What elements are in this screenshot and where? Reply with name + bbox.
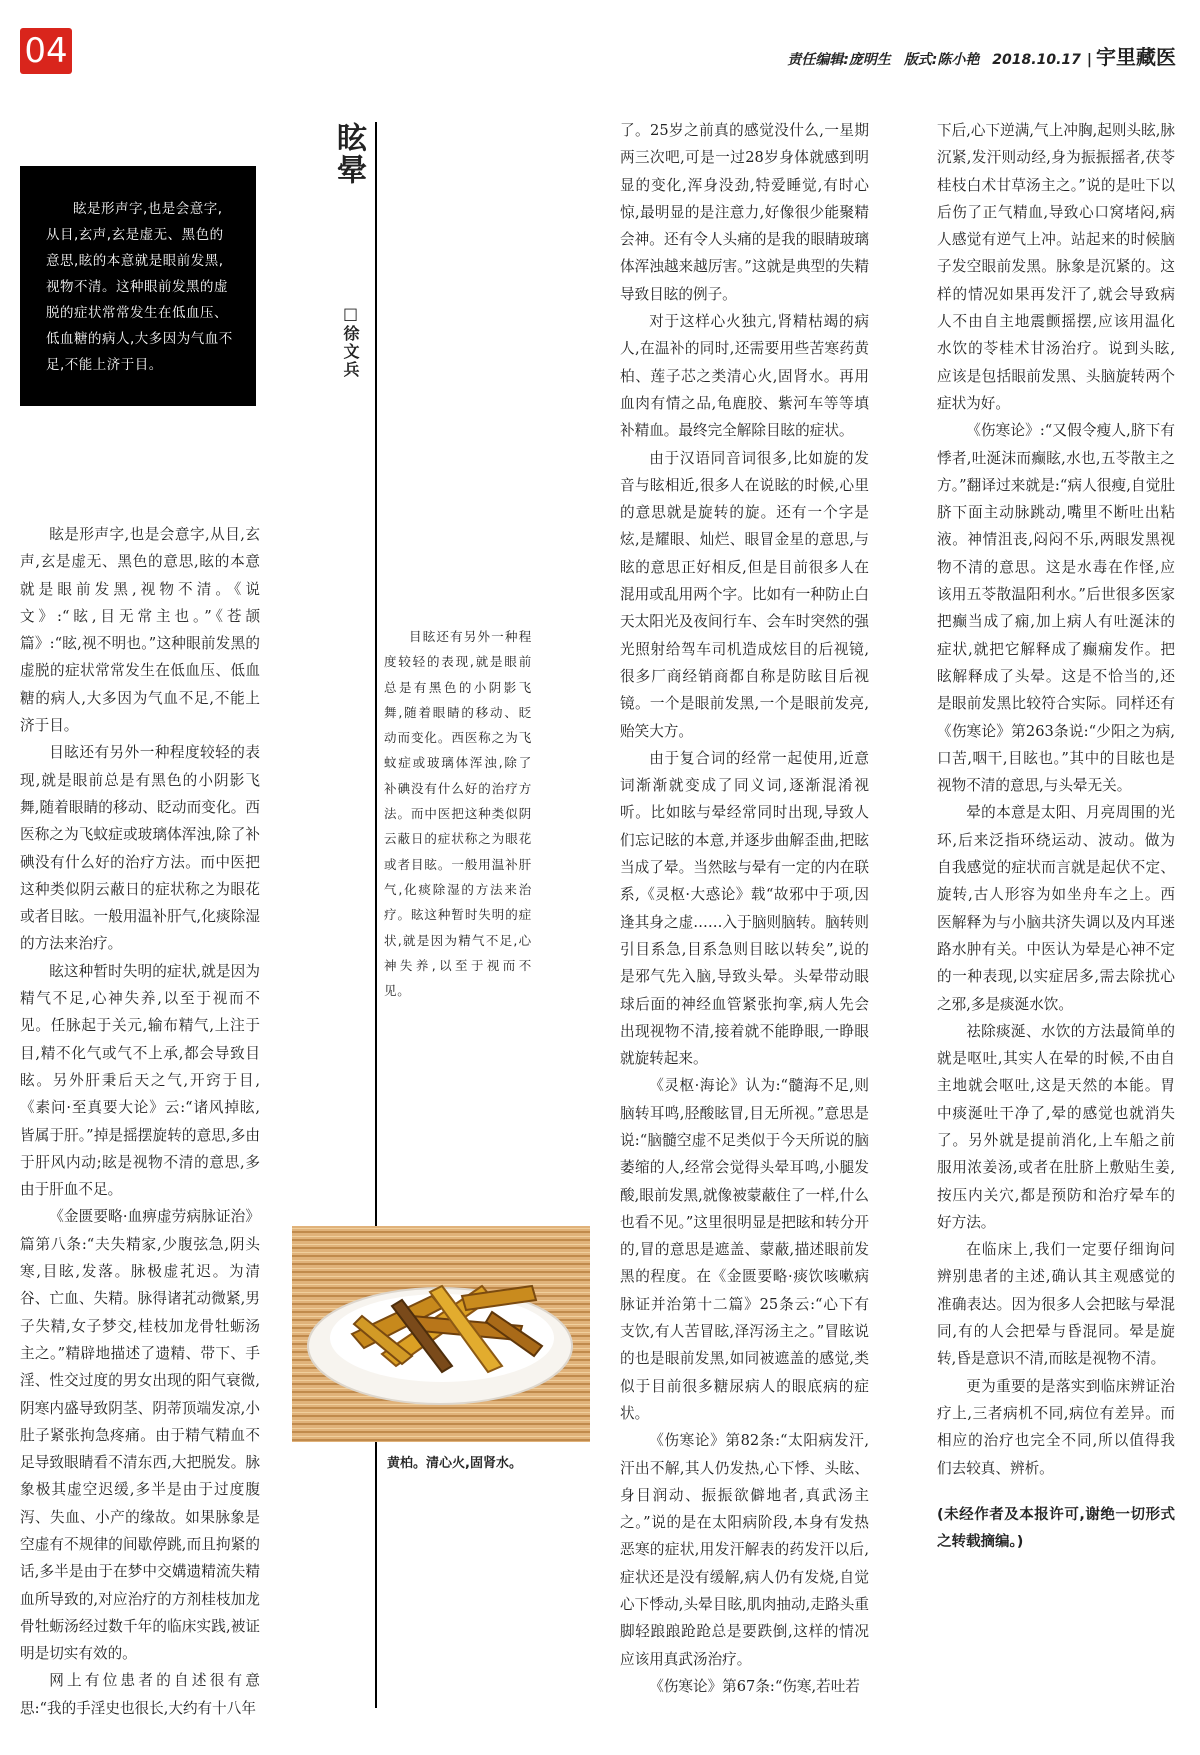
body-paragraph: 对于这样心火独亢,肾精枯竭的病人,在温补的同时,还需要用些苦寒药黄柏、莲子芯之类清心火,固肾水。再用血肉有情之品,龟鹿胶、紫河车等等填补精血。最终完全解除目眩的症状。 [620,313,869,440]
body-paragraph: 《灵枢·海论》认为:“髓海不足,则脑转耳鸣,胫酸眩冒,目无所视。”意思是说:“脑髓空虚不足类似于今天所说的脑萎缩的人,经常会觉得头晕耳鸣,小腿发酸,眼前发黑,就像被蒙蔽住了一样,什么也看不见。”这里很明显是把眩和转分开的,冒的意思是遮盖、蒙蔽,描述眼前发黑的程度。在《金匮要略·痰饮咳嗽病脉证并治第十二篇》25条云:“心下有支饮,有人苦冒眩,泽泻汤主之。”冒眩说的也是眼前发黑,如同被遮盖的感觉,类似于目前很多糖尿病人的眼底病的症状。 [620,1077,869,1422]
body-paragraph: 目眩还有另外一种程度较轻的表现,就是眼前总是有黑色的小阴影飞舞,随着眼睛的移动、眨动而变化。西医称之为飞蚊症或玻璃体浑浊,除了补碘没有什么好的治疗方法。而中医把这种类似阴云蔽日的症状称之为眼花或者目眩。一般用温补肝气,化痰除湿的方法来治疗。 [20,744,260,953]
body-paragraph: 《金匮要略·血痹虚劳病脉证治》篇第八条:“夫失精家,少腹弦急,阴头寒,目眩,发落。脉极虚芤迟。为清谷、亡血、失精。脉得诸芤动微紧,男子失精,女子梦交,桂枝加龙骨牡蛎汤主之。”精辟地描述了遗精、带下、手淫、性交过度的男女出现的阳气衰微,阴寒内盛导致阴茎、阴蒂顶端发凉,小肚子紧张拘急疼痛。由于精气精血不足导致眼睛看不清东西,大把脱发。脉象极其虚空迟缓,多半是由于过度腹泻、失血、小产的缘故。如果脉象是空虚有不规律的间歇停跳,而且拘紧的话,多半是由于在梦中交媾遗精流失精血所导致的,对应治疗的方剂桂枝加龙骨牡蛎汤经过数千年的临床实践,被证明是切实有效的。 [20,1208,260,1663]
summary-box [20,166,256,406]
body-paragraph: 由于复合词的经常一起使用,近意词渐渐就变成了同义词,逐渐混淆视听。比如眩与晕经常同时出现,导致人们忘记眩的本意,并逐步曲解歪曲,把眩当成了晕。当然眩与晕有一定的内在联系,《灵枢·大惑论》载“故邪中于项,因逢其身之虚……入于脑则脑转。脑转则引目系急,目系急则目眩以转矣”,说的是邪气先入脑,导致头晕。头晕带动眼球后面的神经血管紧张拘挛,病人先会出现视物不清,接着就不能睁眼,一睁眼就旋转起来。 [620,749,869,1068]
editor-credit: 责任编辑:庞明生 [787,52,891,68]
issue-date: 2018.10.17 [992,52,1081,68]
body-column-2 [620,117,869,1700]
body-paragraph: 由于汉语同音词很多,比如旋的发音与眩相近,很多人在说眩的时候,心里的意思就是旋转的旋。还有一个字是炫,是耀眼、灿烂、眼冒金星的意思,与眩的意思正好相反,但是目前很多人在混用或乱用两个字。比如有一种防止白天太阳光及夜间行车、会车时突然的强光照射给驾车司机造成炫目的后视镜,很多厂商经销商都自称是防眩目后视镜。一个是眼前发黑,一个是眼前发亮,贻笑大方。 [620,449,869,740]
body-paragraph: 网上有位患者的自述很有意思:“我的手淫史也很长,大约有十八年 [20,1672,260,1717]
body-column-3 [937,117,1175,1556]
pull-quote-text: 目眩还有另外一种程度较轻的表现,就是眼前总是有黑色的小阴影飞舞,随着眼睛的移动、眨动而变化。西医称之为飞蚊症或玻璃体浑浊,除了补碘没有什么好的治疗方法。而中医把这种类似阴云蔽日的症状称之为眼花或者目眩。一般用温补肝气,化痰除湿的方法来治疗。眩这种暂时失明的症状,就是因为精气不足,心神失养,以至于视而不见。 [384,629,532,999]
page-header [787,44,1176,71]
layout-credit: 版式:陈小艳 [903,52,980,68]
header-separator: | [1086,52,1092,68]
body-paragraph: 眩是形声字,也是会意字,从目,玄声,玄是虚无、黑色的意思,眩的本意就是眼前发黑,视物不清。《说文》:“眩,目无常主也。”《苍颉篇》:“眩,视不明也。”这种眼前发黑的虚脱的症状常常发生在低血压、低血糖的病人,大多因为气血不足,不能上济于目。 [20,526,260,735]
body-column-1 [20,521,260,1722]
body-paragraph: 更为重要的是落实到临床辨证治疗上,三者病机不同,病位有差异。而相应的治疗也完全不同,所以值得我们去较真、辨析。 [937,1377,1175,1477]
body-paragraph: 《伤寒论》第82条:“太阳病发汗,汗出不解,其人仍发热,心下悸、头眩、身目润动、振振欲僻地者,真武汤主之。”说的是在太阳病阶段,本身有发热恶寒的症状,用发汗解表的药发汗以后,症状还是没有缓解,病人仍有发烧,自觉心下悸动,头晕目眩,肌肉抽动,走路头重脚轻踉踉跄跄总是要跌倒,这样的情况应该用真武汤治疗。 [620,1432,869,1668]
body-paragraph: 《伤寒论》:“又假令瘦人,脐下有悸者,吐涎沫而癫眩,水也,五苓散主之方。”翻译过来就是:“病人很瘦,自觉肚脐下面主动脉跳动,嘴里不断吐出粘液。神情沮丧,闷闷不乐,两眼发黑视物不清的意思。这是水毒在作怪,应该用五苓散温阳利水。”后世很多医家把癫当成了痫,加上病人有吐涎沫的症状,就把它解释成了癫痫发作。把眩解释成了头晕。这是不恰当的,还是眼前发黑比较符合实际。同样还有《伤寒论》第263条说:“少阳之为病,口苦,咽干,目眩也。”其中的目眩也是视物不清的意思,与头晕无关。 [937,422,1175,795]
page-number: 04 [20,28,72,74]
body-paragraph: 了。25岁之前真的感觉没什么,一星期两三次吧,可是一过28岁身体就感到明显的变化,浑身没劲,特爱睡觉,有时心惊,最明显的是注意力,好像很少能聚精会神。还有令人头痛的是我的眼睛玻璃体浑浊越来越厉害。”这就是典型的失精导致目眩的例子。 [620,122,869,303]
column-name: 宇里藏医 [1096,45,1176,69]
body-paragraph: 祛除痰涎、水饮的方法最简单的就是呕吐,其实人在晕的时候,不由自主地就会呕吐,这是天然的本能。胃中痰涎吐干净了,晕的感觉也就消失了。另外就是提前消化,上车船之前服用浓姜汤,或者在肚脐上敷贴生姜,按压内关穴,都是预防和治疗晕车的好方法。 [937,1022,1175,1231]
article-photo [292,1226,590,1442]
column-divider-rule [375,122,377,1708]
summary-text: 眩是形声字,也是会意字,从目,玄声,玄是虚无、黑色的意思,眩的本意就是眼前发黑,视物不清。这种眼前发黑的虚脱的症状常常发生在低血压、低血糖的病人,大多因为气血不足,不能上济于目。 [46,201,233,373]
photo-caption: 黄柏。清心火,固肾水。 [387,1456,522,1471]
body-paragraph: 眩这种暂时失明的症状,就是因为精气不足,心神失养,以至于视而不见。任脉起于关元,输布精气,上注于目,精不化气或气不上承,都会导致目眩。另外肝秉后天之气,开窍于目,《素问·至真要大论》云:“诸风掉眩,皆属于肝。”掉是摇摆旋转的意思,多由于肝风内动;眩是视物不清的意思,多由于肝血不足。 [20,962,260,1199]
body-paragraph: 下后,心下逆满,气上冲胸,起则头眩,脉沉紧,发汗则动经,身为振振摇者,茯苓桂枝白术甘草汤主之。”说的是吐下以后伤了正气精血,导致心口窝堵闷,病人感觉有逆气上冲。站起来的时候脑子发空眼前发黑。脉象是沉紧的。这样的情况如果再发汗了,就会导致病人不由自主地震颤摇摆,应该用温化水饮的苓桂术甘汤治疗。说到头眩,应该是包括眼前发黑、头脑旋转两个症状为好。 [937,122,1175,412]
pull-quote [384,624,532,1003]
huangbai-herb-illustration [292,1226,590,1442]
body-paragraph: 在临床上,我们一定要仔细询问辨别患者的主述,确认其主观感觉的准确表达。因为很多人会把眩与晕混同,有的人会把晕与昏混同。晕是旋转,昏是意识不清,而眩是视物不清。 [937,1241,1175,1368]
article-title: 眩晕 [331,122,366,186]
body-paragraph: 晕的本意是太阳、月亮周围的光环,后来泛指环绕运动、波动。做为自我感觉的症状而言就是起伏不定、旋转,古人形容为如坐舟车之上。西医解释为与小脑共济失调以及内耳迷路水肿有关。中医认为晕是心神不定的一种表现,以实症居多,需去除扰心之邪,多是痰涎水饮。 [937,804,1175,1013]
body-paragraph: 《伤寒论》第67条:“伤寒,若吐若 [649,1677,860,1695]
article-author: □徐文兵 [341,304,360,379]
copyright-note: (未经作者及本报许可,谢绝一切形式之转载摘编。) [937,1506,1175,1550]
